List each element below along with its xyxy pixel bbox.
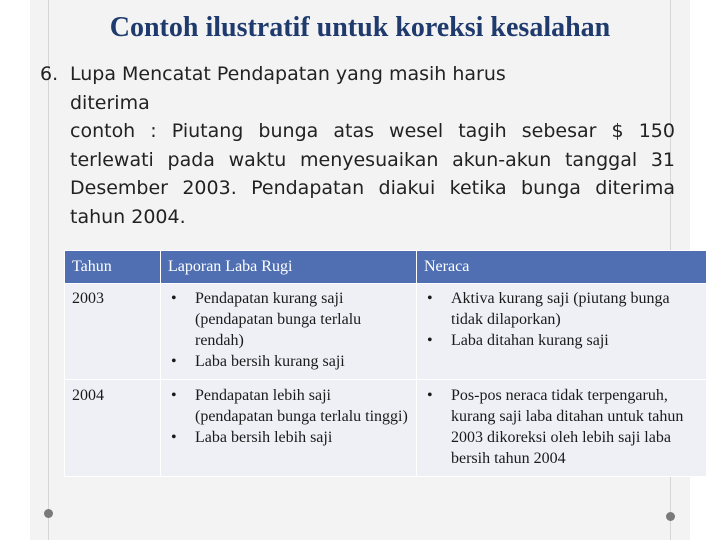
- header-year: Tahun: [65, 251, 161, 284]
- point-number: 6.: [40, 63, 59, 85]
- slide-title: Contoh ilustratif untuk koreksi kesalahan: [109, 12, 611, 43]
- list-item: • Laba bersih lebih saji: [168, 427, 410, 448]
- example-paragraph: contoh : Piutang bunga atas wesel tagih sebesar $ 150 terlewati pada waktu menyesuaikan akun-akun tanggal 31 Desember 2003. Pendapatan diakui ketika bunga diterima tahun 2004.: [70, 120, 675, 228]
- list-item: • Pendapatan lebih saji (pendapatan bunga terlalu tinggi): [168, 385, 410, 427]
- header-balance-sheet: Neraca: [417, 251, 707, 284]
- table-row: [65, 380, 707, 477]
- income-cell: [161, 284, 417, 380]
- year-cell: 2003: [65, 284, 161, 380]
- list-item: • Aktiva kurang saji (piutang bunga tidak dilaporkan): [424, 288, 700, 330]
- point-text-line1: Lupa Mencatat Pendapatan yang masih harus: [70, 63, 506, 85]
- balance-cell: [417, 380, 707, 477]
- balance-cell: [417, 284, 707, 380]
- slide-body: [40, 60, 680, 231]
- right-dot-ornament: [666, 512, 675, 521]
- table-row: [65, 284, 707, 380]
- year-cell: 2004: [65, 380, 161, 477]
- income-list: [168, 385, 410, 448]
- point-text-line2: diterima: [70, 91, 150, 114]
- list-item: • Pos-pos neraca tidak terpengaruh, kurang saji laba ditahan untuk tahun 2003 dikoreksi oleh lebih saji laba bersih tahun 2004: [424, 385, 700, 469]
- list-item: • Laba ditahan kurang saji: [424, 330, 700, 351]
- income-cell: [161, 380, 417, 477]
- balance-list: [424, 385, 700, 469]
- left-dot-ornament: [44, 509, 53, 518]
- table-header-row: [65, 251, 707, 284]
- correction-table: [64, 250, 707, 477]
- header-income-statement: Laporan Laba Rugi: [161, 251, 417, 284]
- point-line: [40, 60, 680, 89]
- list-item: • Laba bersih kurang saji: [168, 351, 410, 372]
- list-item: • Pendapatan kurang saji (pendapatan bunga terlalu rendah): [168, 288, 410, 351]
- income-list: [168, 288, 410, 372]
- balance-list: [424, 288, 700, 351]
